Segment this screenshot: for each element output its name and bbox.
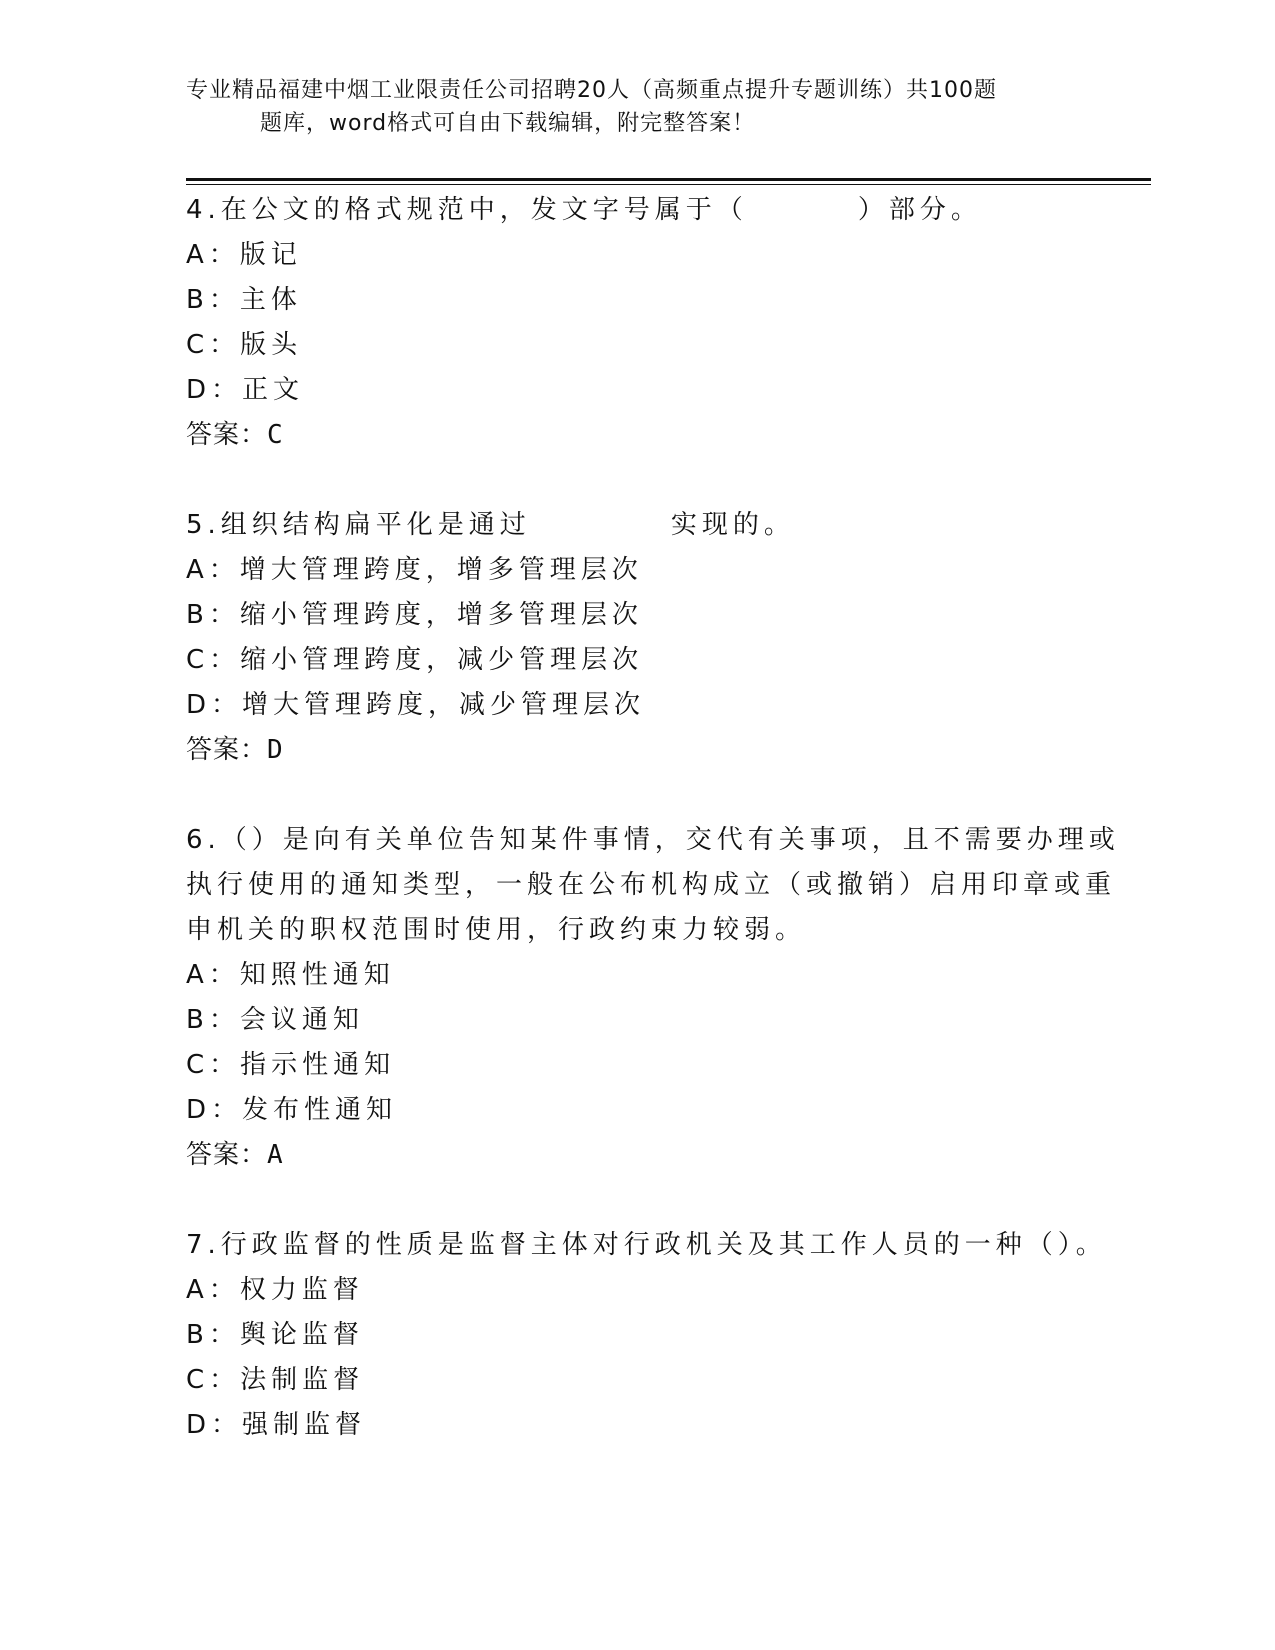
question-7 bbox=[186, 1223, 1107, 1448]
answer-label: 答案： bbox=[186, 735, 268, 765]
question-6-text-line-1: 6.（）是向有关单位告知某件事情，交代有关事项，且不需要办理或 bbox=[186, 825, 1120, 855]
question-5-option-c: C：缩小管理跨度，减少管理层次 bbox=[186, 645, 644, 675]
question-4-text-a: 4.在公文的格式规范中，发文字号属于（ bbox=[186, 195, 748, 225]
answer-label: 答案： bbox=[186, 420, 268, 450]
question-5-text-b: 实现的。 bbox=[670, 510, 795, 540]
question-4-text-b: ）部分。 bbox=[857, 195, 982, 225]
question-4-option-b: B：主体 bbox=[186, 285, 302, 315]
question-4-option-c: C：版头 bbox=[186, 330, 303, 360]
header-rule-thick bbox=[186, 178, 1151, 181]
question-6-text-line-3: 申机关的职权范围时使用，行政约束力较弱。 bbox=[186, 915, 807, 945]
question-6-answer bbox=[186, 1133, 1066, 1178]
question-4 bbox=[186, 188, 1066, 458]
header-line-2: 题库，word格式可自由下载编辑，附完整答案！ bbox=[260, 111, 756, 136]
question-6-answer-value: A bbox=[267, 1140, 284, 1170]
header-rule-thin bbox=[186, 184, 1151, 185]
spacer bbox=[186, 773, 1066, 818]
question-6 bbox=[186, 818, 1120, 1178]
question-7-option-b: B：舆论监督 bbox=[186, 1320, 364, 1350]
question-6-text-line-2: 执行使用的通知类型，一般在公布机构成立（或撤销）启用印章或重 bbox=[186, 870, 1117, 900]
question-6-option-a: A：知照性通知 bbox=[186, 960, 395, 990]
question-5-option-a: A：增大管理跨度，增多管理层次 bbox=[186, 555, 643, 585]
question-5-answer-value: D bbox=[267, 735, 284, 765]
question-7-text: 7.行政监督的性质是监督主体对行政机关及其工作人员的一种（）。 bbox=[186, 1230, 1107, 1260]
question-7-option-a: A：权力监督 bbox=[186, 1275, 364, 1305]
question-list bbox=[186, 188, 1120, 1448]
question-5-option-d: D：增大管理跨度，减少管理层次 bbox=[186, 690, 646, 720]
question-5-answer bbox=[186, 728, 1066, 773]
question-6-option-c: C：指示性通知 bbox=[186, 1050, 396, 1080]
question-7-option-c: C：法制监督 bbox=[186, 1365, 365, 1395]
question-6-option-b: B：会议通知 bbox=[186, 1005, 364, 1035]
header-line-1: 专业精品福建中烟工业限责任公司招聘20人（高频重点提升专题训练）共100题 bbox=[186, 78, 997, 103]
question-6-option-d: D：发布性通知 bbox=[186, 1095, 398, 1125]
question-4-answer bbox=[186, 413, 1066, 458]
question-4-option-d: D：正文 bbox=[186, 375, 305, 405]
question-4-text bbox=[186, 188, 1066, 233]
question-7-option-d: D：强制监督 bbox=[186, 1410, 367, 1440]
question-4-answer-value: C bbox=[267, 420, 284, 450]
spacer bbox=[186, 1178, 1066, 1223]
question-5-text bbox=[186, 503, 1066, 548]
document-header bbox=[186, 74, 1086, 140]
question-5-option-b: B：缩小管理跨度，增多管理层次 bbox=[186, 600, 643, 630]
question-4-option-a: A：版记 bbox=[186, 240, 302, 270]
question-5 bbox=[186, 503, 1066, 773]
answer-label: 答案： bbox=[186, 1140, 268, 1170]
question-5-text-a: 5.组织结构扁平化是通过 bbox=[186, 510, 531, 540]
spacer bbox=[186, 458, 1066, 503]
